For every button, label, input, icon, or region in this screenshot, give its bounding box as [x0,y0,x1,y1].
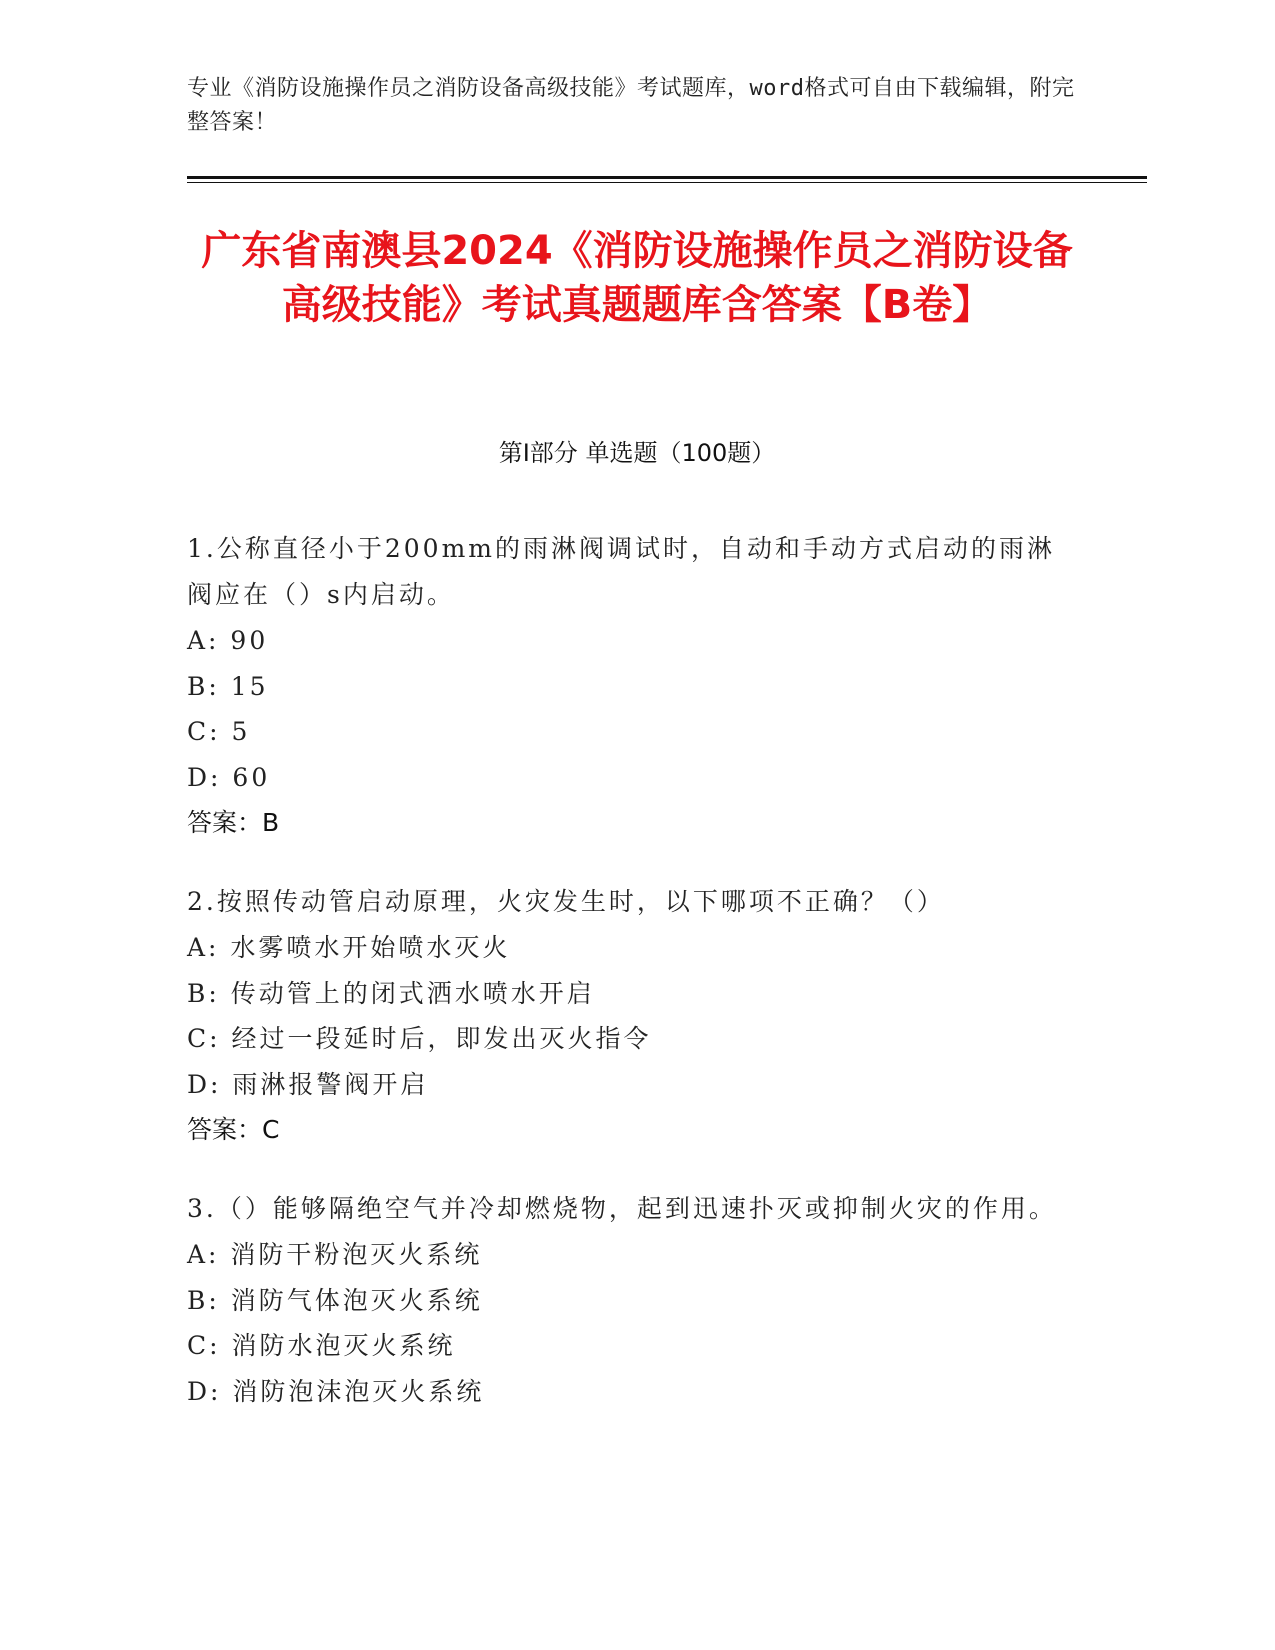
option-d: D: 消防泡沫泡灭火系统 [187,1376,485,1406]
section-heading: 第I部分 单选题（100题） [498,439,776,467]
question-1 [187,526,1067,845]
option-c: C: 经过一段延时后，即发出灭火指令 [187,1024,652,1053]
question-text: 2.按照传动管启动原理，火灾发生时，以下哪项不正确？（） [187,887,945,916]
question-list [187,526,1067,1448]
question-2 [187,879,1067,1152]
option-a: A: 90 [187,626,269,655]
question-text: 1.公称直径小于200mm的雨淋阀调试时，自动和手动方式启动的雨淋阀应在（）s内启动。 [187,534,1055,609]
option-b: B: 15 [187,671,269,701]
header-divider-thin [187,182,1147,183]
question-text: 3.（）能够隔绝空气并冷却燃烧物，起到迅速扑灭或抑制火灾的作用。 [187,1194,1057,1223]
header-note: 专业《消防设施操作员之消防设备高级技能》考试题库，word格式可自由下载编辑，附完整答案！ [187,76,1075,135]
option-d: D: 60 [187,762,271,792]
option-a: A: 消防干粉泡灭火系统 [187,1240,483,1269]
option-d: D: 雨淋报警阀开启 [187,1069,429,1099]
answer-label: 答案：C [187,1115,280,1144]
option-b: B: 消防气体泡灭火系统 [187,1285,483,1315]
option-b: B: 传动管上的闭式洒水喷水开启 [187,978,595,1008]
answer-label: 答案：B [187,808,280,837]
question-3 [187,1186,1067,1414]
option-c: C: 5 [187,717,251,746]
document-title: 广东省南澳县2024《消防设施操作员之消防设备高级技能》考试真题题库含答案【B卷】 [201,228,1073,328]
option-c: C: 消防水泡灭火系统 [187,1331,456,1360]
header-divider-thick [187,176,1147,179]
option-a: A: 水雾喷水开始喷水灭火 [187,933,511,962]
